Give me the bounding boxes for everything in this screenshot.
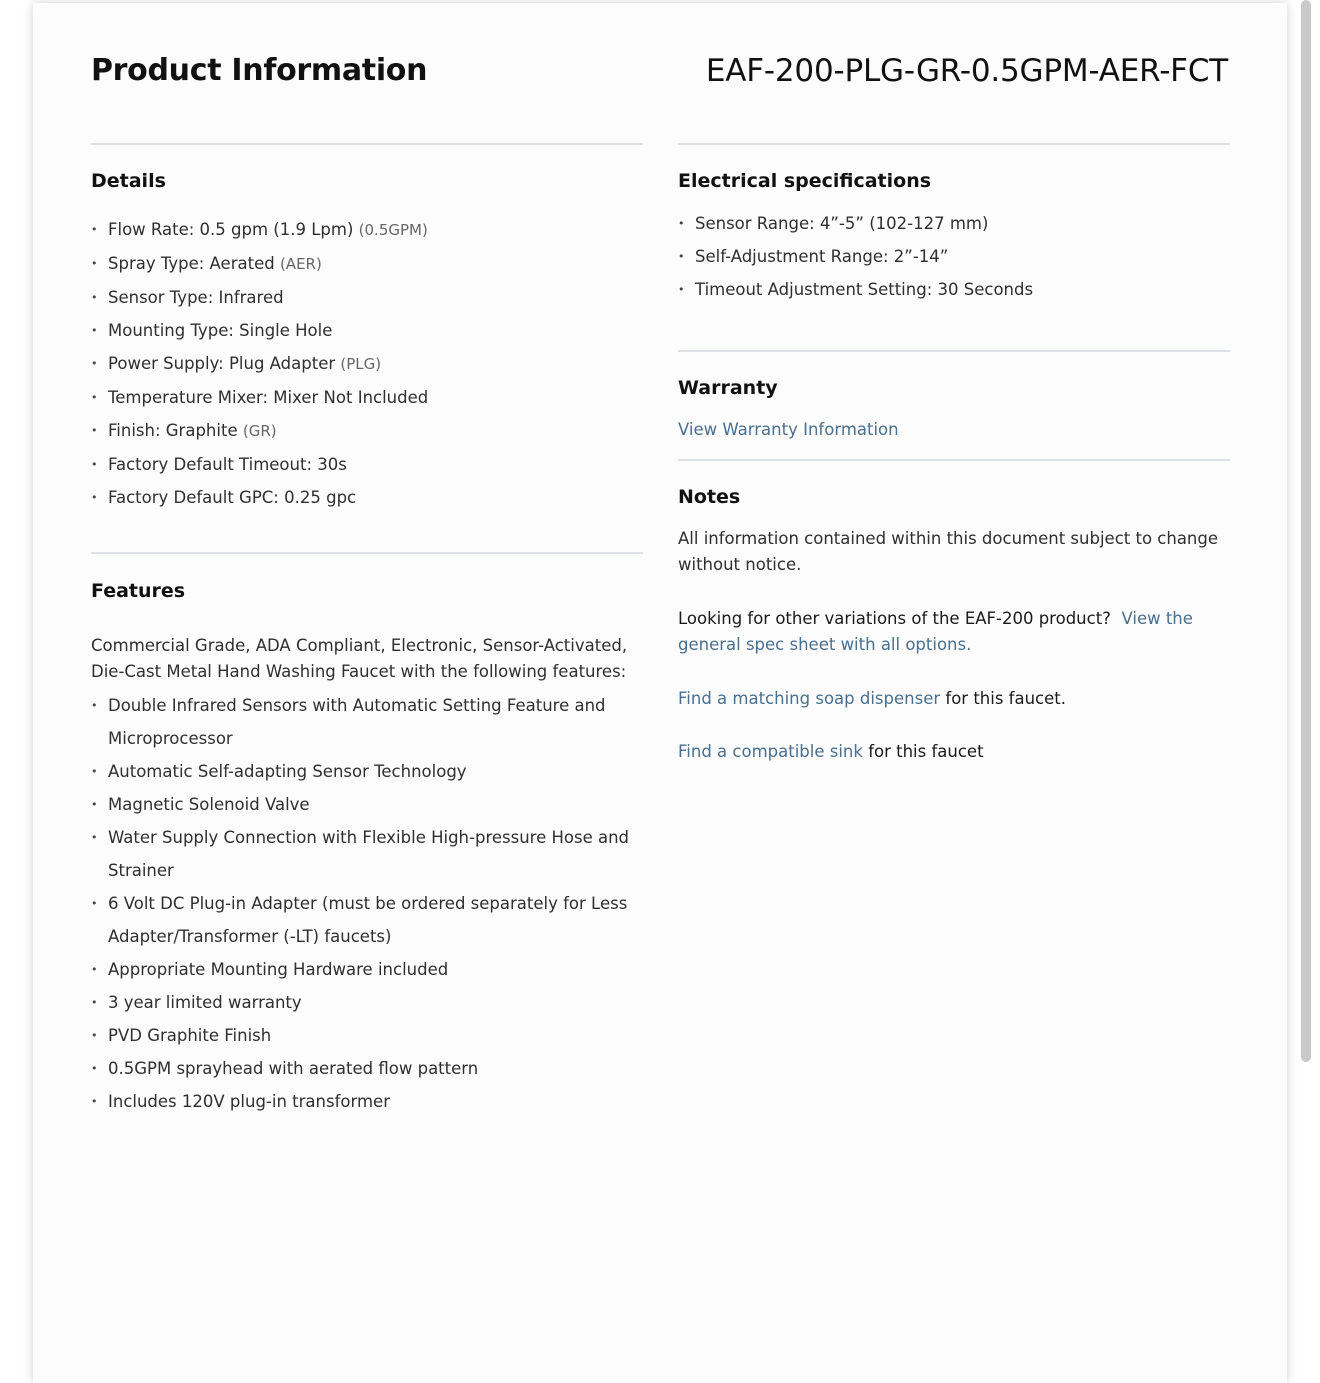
- notes-variations: [678, 606, 1230, 658]
- features-item: • Double Infrared Sensors with Automatic Setting Feature and Microprocessor: [91, 689, 643, 755]
- divider: [678, 143, 1230, 145]
- details-item: [91, 347, 643, 381]
- features-intro: Commercial Grade, ADA Compliant, Electronic, Sensor-Activated, Die-Cast Metal Hand Washing Faucet with the following features:: [91, 636, 628, 681]
- features-item: • Magnetic Solenoid Valve: [91, 788, 643, 821]
- details-item: [91, 448, 643, 481]
- product-sku: EAF-200-PLG-GR-0.5GPM-AER-FCT: [705, 53, 1228, 89]
- details-item-code: (AER): [279, 255, 322, 273]
- notes-soap: [678, 686, 1230, 712]
- notes-disclaimer: All information contained within this document subject to change without notice.: [678, 529, 1219, 574]
- details-item-text: Mounting Type: Single Hole: [108, 321, 333, 340]
- page-title: Product Information: [91, 53, 428, 88]
- features-item: • 3 year limited warranty: [91, 986, 643, 1019]
- features-item: • PVD Graphite Finish: [91, 1019, 643, 1052]
- details-item: [91, 381, 643, 414]
- details-item-code: (GR): [242, 422, 277, 440]
- details-item-code: (PLG): [340, 355, 382, 373]
- soap-dispenser-link[interactable]: Find a matching soap dispenser: [678, 689, 941, 708]
- details-list: [91, 213, 643, 514]
- features-item: • Appropriate Mounting Hardware included: [91, 953, 643, 986]
- notes-heading: Notes: [678, 486, 741, 508]
- details-item: [91, 314, 643, 347]
- features-item: • Includes 120V plug-in transformer: [91, 1085, 643, 1118]
- details-item-text: Sensor Type: Infrared: [108, 288, 284, 307]
- details-item: [91, 213, 643, 247]
- electrical-heading: Electrical specifications: [678, 170, 932, 192]
- electrical-item: • Self-Adjustment Range: 2”-14”: [678, 240, 1230, 273]
- scrollbar[interactable]: [1301, 0, 1311, 1062]
- view-warranty-link[interactable]: View Warranty Information: [678, 420, 899, 439]
- features-item: • Automatic Self-adapting Sensor Technology: [91, 755, 643, 788]
- general-spec-sheet-link[interactable]: View the general spec sheet with all options.: [678, 609, 1193, 654]
- product-sheet: [33, 3, 1287, 1383]
- electrical-item: • Sensor Range: 4”-5” (102-127 mm): [678, 207, 1230, 240]
- features-list: [91, 689, 643, 1118]
- details-item-text: Factory Default Timeout: 30s: [108, 455, 347, 474]
- details-item-text: Factory Default GPC: 0.25 gpc: [108, 488, 357, 507]
- notes-sink: [678, 739, 1230, 765]
- details-item-text: Finish: Graphite: [108, 421, 238, 440]
- divider: [678, 350, 1230, 352]
- divider: [678, 459, 1230, 461]
- details-item-text: Temperature Mixer: Mixer Not Included: [108, 388, 429, 407]
- compatible-sink-link[interactable]: Find a compatible sink: [678, 742, 863, 761]
- details-item-text: Power Supply: Plug Adapter: [108, 354, 336, 373]
- details-item: [91, 414, 643, 448]
- electrical-item: • Timeout Adjustment Setting: 30 Seconds: [678, 273, 1230, 306]
- variations-text: Looking for other variations of the EAF-200 product?: [678, 609, 1111, 628]
- soap-text: for this faucet.: [945, 689, 1066, 708]
- details-item: [91, 247, 643, 281]
- sink-text: for this faucet: [868, 742, 984, 761]
- details-item-code: (0.5GPM): [358, 221, 428, 239]
- divider: [91, 552, 643, 554]
- features-item: • Water Supply Connection with Flexible High-pressure Hose and Strainer: [91, 821, 643, 887]
- electrical-list: [678, 207, 1230, 306]
- warranty-heading: Warranty: [678, 377, 778, 399]
- details-item-text: Flow Rate: 0.5 gpm (1.9 Lpm): [108, 220, 354, 239]
- details-item: [91, 281, 643, 314]
- features-item: • 0.5GPM sprayhead with aerated flow pattern: [91, 1052, 643, 1085]
- features-heading: Features: [91, 580, 186, 602]
- features-item: • 6 Volt DC Plug-in Adapter (must be ordered separately for Less Adapter/Transformer (-LT) faucets): [91, 887, 643, 953]
- details-heading: Details: [91, 170, 166, 192]
- details-item: [91, 481, 643, 514]
- divider: [91, 143, 643, 145]
- details-item-text: Spray Type: Aerated: [108, 254, 275, 273]
